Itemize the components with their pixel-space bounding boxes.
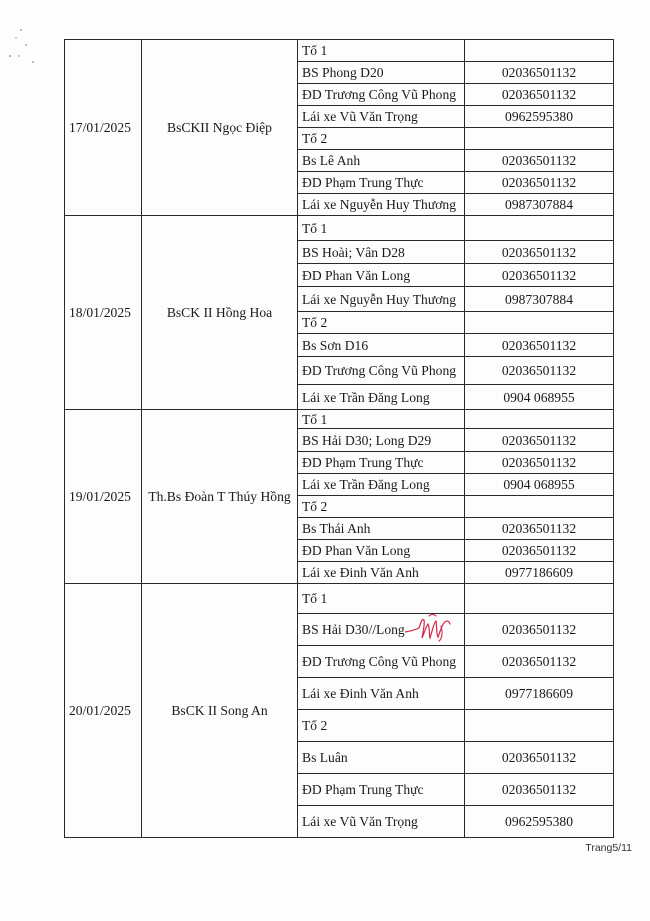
lead-doctor: Th.Bs Đoàn T Thúy Hồng [142,410,298,584]
staff-name-text: ĐD Phan Văn Long [302,267,411,283]
staff-name-text: Bs Lê Anh [302,153,361,168]
staff-name-text: Bs Sơn D16 [302,337,369,353]
shift-date: 19/01/2025 [65,410,142,584]
staff-name-text: Lái xe Trần Đăng Long [302,389,430,405]
phone-number [465,128,614,150]
phone-number: 0904 068955 [465,385,614,410]
staff-name-text: ĐD Phan Văn Long [302,543,411,558]
staff-name [298,562,465,584]
scan-speckle-marks [6,28,46,73]
staff-name [298,241,465,264]
team-label-text: Tổ 2 [302,499,328,514]
staff-name [298,742,465,774]
phone-number: 02036501132 [465,742,614,774]
phone-number: 02036501132 [465,62,614,84]
staff-name-text: ĐD Phạm Trung Thực [302,782,424,797]
team-label-text: Tổ 2 [302,718,328,733]
phone-number: 02036501132 [465,357,614,385]
phone-number: 02036501132 [465,241,614,264]
staff-name-text: ĐD Phạm Trung Thực [302,455,424,470]
staff-name-text: ĐD Trương Công Vũ Phong [302,87,457,102]
staff-name [298,62,465,84]
staff-name [298,150,465,172]
staff-name-text: Lái xe Vũ Văn Trọng [302,814,418,829]
table-row [65,410,614,429]
staff-name [298,385,465,410]
phone-number: 0977186609 [465,678,614,710]
staff-name [298,646,465,678]
phone-number: 02036501132 [465,150,614,172]
phone-number: 0987307884 [465,287,614,312]
phone-number [465,216,614,241]
staff-name [298,774,465,806]
shift-date: 18/01/2025 [65,216,142,410]
phone-number [465,410,614,429]
staff-name-text: ĐD Phạm Trung Thực [302,175,424,190]
phone-number: 0987307884 [465,194,614,216]
team-label [298,710,465,742]
staff-name-text: BS Hải D30//Long [302,622,405,637]
staff-name [298,429,465,452]
phone-number: 02036501132 [465,429,614,452]
phone-number [465,710,614,742]
staff-name [298,287,465,312]
team-label [298,128,465,150]
staff-name-text: Lái xe Nguyễn Huy Thương [302,291,456,307]
staff-name [298,172,465,194]
duty-roster-sheet [64,39,613,838]
team-label [298,312,465,334]
phone-number [465,584,614,614]
staff-name-text: Bs Luân [302,750,348,765]
page-number: Trang5/11 [585,842,632,854]
staff-name-text: BS Phong D20 [302,65,384,80]
phone-number: 02036501132 [465,540,614,562]
phone-number: 02036501132 [465,646,614,678]
phone-number: 02036501132 [465,452,614,474]
phone-number: 0962595380 [465,106,614,128]
staff-name-text: BS Hoài; Vân D28 [302,244,405,260]
phone-number: 02036501132 [465,774,614,806]
handwritten-signature-icon [405,612,453,642]
team-label [298,40,465,62]
duty-roster-table [64,39,614,838]
staff-name [298,264,465,287]
phone-number: 02036501132 [465,264,614,287]
team-label [298,584,465,614]
team-label-text: Tổ 2 [302,315,328,330]
staff-name-text: Lái xe Đinh Văn Anh [302,565,419,580]
phone-number: 0962595380 [465,806,614,838]
phone-number: 0977186609 [465,562,614,584]
phone-number: 02036501132 [465,334,614,357]
phone-number: 02036501132 [465,84,614,106]
staff-name-text: BS Hải D30; Long D29 [302,432,432,448]
phone-number: 02036501132 [465,172,614,194]
staff-name [298,452,465,474]
lead-doctor: BsCK II Song An [142,584,298,838]
phone-number [465,496,614,518]
phone-number: 02036501132 [465,518,614,540]
staff-name [298,678,465,710]
team-label [298,410,465,429]
team-label-text: Tổ 1 [302,411,328,427]
staff-name-text: Lái xe Đinh Văn Anh [302,686,419,701]
staff-name-text: Bs Thái Anh [302,521,371,536]
shift-date: 17/01/2025 [65,40,142,216]
staff-name [298,540,465,562]
staff-name [298,194,465,216]
lead-doctor: BsCK II Hồng Hoa [142,216,298,410]
annotated-entry [302,622,405,637]
staff-name [298,334,465,357]
staff-name [298,614,465,646]
staff-name-text: ĐD Trương Công Vũ Phong [302,363,457,378]
staff-name [298,106,465,128]
lead-doctor: BsCKII Ngọc Điệp [142,40,298,216]
team-label-text: Tổ 1 [302,43,328,58]
table-row [65,216,614,241]
team-label-text: Tổ 1 [302,220,328,236]
shift-date: 20/01/2025 [65,584,142,838]
team-label-text: Tổ 1 [302,591,328,606]
roster-body [65,40,614,838]
phone-number: 0904 068955 [465,474,614,496]
staff-name-text: ĐD Trương Công Vũ Phong [302,654,457,669]
phone-number [465,40,614,62]
team-label [298,216,465,241]
staff-name [298,806,465,838]
team-label [298,496,465,518]
staff-name [298,84,465,106]
table-row [65,40,614,62]
staff-name-text: Lái xe Vũ Văn Trọng [302,109,418,124]
team-label-text: Tổ 2 [302,131,328,146]
phone-number: 02036501132 [465,614,614,646]
staff-name-text: Lái xe Nguyễn Huy Thương [302,197,456,212]
staff-name [298,474,465,496]
staff-name-text: Lái xe Trần Đăng Long [302,477,430,492]
phone-number [465,312,614,334]
table-row [65,584,614,614]
staff-name [298,357,465,385]
staff-name [298,518,465,540]
